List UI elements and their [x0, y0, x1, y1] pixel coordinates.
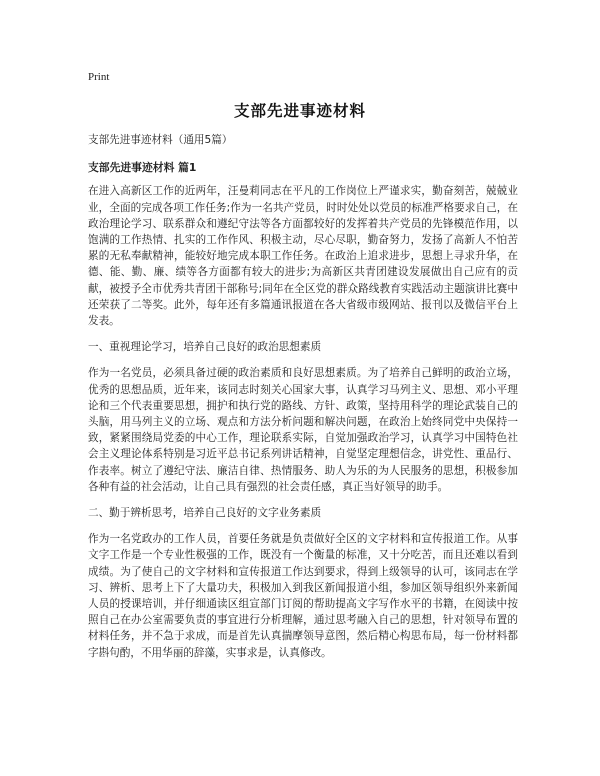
point-heading-1: 一、重视理论学习，培养自己良好的政治思想素质 [88, 341, 322, 354]
section-heading: 支部先进事迹材料 篇1 [88, 161, 197, 175]
print-link[interactable]: Print [88, 71, 110, 83]
article-body [88, 132, 518, 671]
article-subtitle: 支部先进事迹材料（通用5篇） [88, 134, 233, 146]
point-body-1: 作为一名党员，必须具备过硬的政治素质和良好思想素质。为了培养自己鲜明的政治立场，优秀的思想品质，近年来，该同志时刻关心国家大事，认真学习马列主义、思想、邓小平理论和三个代表重要思想，拥护和执行党的路线、方针、政策，坚持用科学的理论武装自己的头脑，用马列主义的立场、观点和方法分析问题和解决问题，在政治上始终同党中央保持一致，紧紧围绕局党委的中心工作，理论联系实际，自觉加强政治学习，认真学习中国特色社会主义理论体系特别是习近平总书记系列讲话精神，自觉坚定理想信念，讲党性、重品行、作表率。树立了遵纪守法、廉洁自律、热情服务、助人为乐的为人民服务的思想，积极参加各种有益的社会活动，让自己具有强烈的社会责任感，真正当好领导的助手。 [88, 367, 518, 493]
point-body-2: 作为一名党政办的工作人员，首要任务就是负责做好全区的文字材料和宣传报道工作。从事文字工作是一个专业性极强的工作，既没有一个衡量的标准，又十分吃苦，而且还难以看到成绩。为了使自己的文字材料和宣传报道工作达到要求，得到上级领导的认可，该同志在学习、辨析、思考上下了大量功夫，积极加入到我区新闻报道小组，参加区领导组织外来新闻人员的授课培训，并仔细通读区组宣部门订阅的帮助提高文字写作水平的书籍，在阅读中按照自己在办公室需要负责的事宜进行分析理解，通过思考融入自己的思想，针对领导布置的材料任务，并不急于求成，而是首先认真揣摩领导意图，然后精心构思布局，每一份材料都字斟句酌，不用华丽的辞藻，实事求是，认真修改。 [88, 533, 518, 659]
point-heading-2: 二、勤于辨析思考，培养自己良好的文字业务素质 [88, 507, 322, 520]
intro-paragraph: 在进入高新区工作的近两年，汪曼莉同志在平凡的工作岗位上严谨求实，勤奋刻苦，兢兢业业，全面的完成各项工作任务;作为一名共产党员，时时处处以党员的标准严格要求自己，在政治理论学习、联系群众和遵纪守法等各方面都较好的发挥着共产党员的先锋模范作用，以饱满的工作热情、扎实的工作作风、积极主动，尽心尽职，勤奋努力，发扬了高新人不怕苦累的无私奉献精神，能较好地完成本职工作任务。在政治上追求进步，思想上寻求升华，在德、能、勤、廉、绩等各方面都有较大的进步;为高新区共青团建设发展做出自己应有的贡献，被授予全市优秀共青团干部称号;同年在全区党的群众路线教育实践活动主题演讲比赛中还荣获了二等奖。此外，每年还有多篇通讯报道在各大省级市级网站、报刊以及微信平台上发表。 [88, 185, 518, 328]
page-title: 支部先进事迹材料 [233, 102, 366, 120]
